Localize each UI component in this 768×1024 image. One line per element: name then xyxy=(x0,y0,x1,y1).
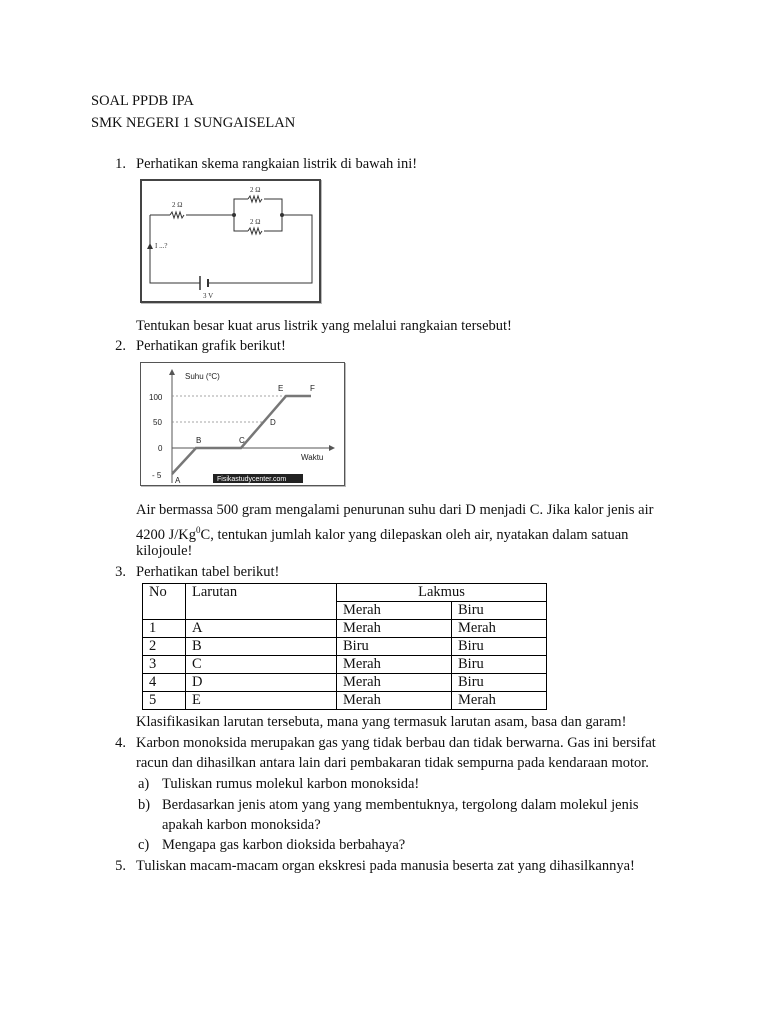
table-row: 1 A Merah Merah xyxy=(143,620,547,638)
q4-number: 4. xyxy=(115,735,126,751)
q4c-label: c) xyxy=(138,837,150,853)
th-biru: Biru xyxy=(452,602,547,620)
school-name: SMK NEGERI 1 SUNGAISELAN xyxy=(91,115,296,131)
q3-question: Klasifikasikan larutan tersebuta, mana yang termasuk larutan asam, basa dan garam! xyxy=(136,714,627,730)
point-D: D xyxy=(270,418,276,427)
q2-number: 2. xyxy=(115,338,126,354)
ytick-0: 0 xyxy=(158,444,163,453)
q5-number: 5. xyxy=(115,858,126,874)
doc-title: SOAL PPDB IPA xyxy=(91,93,194,109)
lakmus-table xyxy=(142,583,547,710)
th-lakmus: Lakmus xyxy=(337,584,547,602)
q1-text: Perhatikan skema rangkaian listrik di bawah ini! xyxy=(136,156,418,172)
label-r-series: 2 Ω xyxy=(172,201,183,209)
point-C: C xyxy=(239,436,245,445)
label-current: I ...? xyxy=(155,242,168,250)
q3-number: 3. xyxy=(115,564,126,580)
q5-text: Tuliskan macam-macam organ ekskresi pada manusia beserta zat yang dihasilkannya! xyxy=(136,858,635,874)
table-row: 2 B Biru Biru xyxy=(143,638,547,656)
q4b-text-l2: apakah karbon monoksida? xyxy=(162,817,321,833)
temperature-graph xyxy=(140,362,345,486)
point-E: E xyxy=(278,384,284,393)
th-no: No xyxy=(143,584,186,620)
table-row: 4 D Merah Biru xyxy=(143,674,547,692)
q4-text-l1: Karbon monoksida merupakan gas yang tidak berbau dan tidak berwarna. Gas ini bersifat xyxy=(136,735,656,751)
table-row: 3 C Merah Biru xyxy=(143,656,547,674)
q4b-label: b) xyxy=(138,797,151,813)
point-B: B xyxy=(196,436,202,445)
q4-text-l2: racun dan dihasilkan antara lain dari pembakaran tidak sempurna pada kendaraan motor. xyxy=(136,755,649,771)
q2-text-l2: 4200 J/Kg$^0$C, tentukan jumlah kalor yang dilepaskan oleh air, nyatakan dalam satuan xyxy=(136,525,629,543)
graph-svg xyxy=(141,363,344,485)
table-row: 5 E Merah Merah xyxy=(143,692,547,710)
ytick-50: 50 xyxy=(153,418,162,427)
circuit-svg xyxy=(142,181,319,301)
ytick-100: 100 xyxy=(149,393,163,402)
q1-question: Tentukan besar kuat arus listrik yang melalui rangkaian tersebut! xyxy=(136,318,512,334)
q2-text-l1: Air bermassa 500 gram mengalami penurunan suhu dari D menjadi C. Jika kalor jenis air xyxy=(136,502,654,518)
label-r-parallel-top: 2 Ω xyxy=(250,186,261,194)
graph-ylabel: Suhu ($^o$C) xyxy=(185,372,220,381)
graph-xlabel: Waktu xyxy=(301,453,324,462)
q1-number: 1. xyxy=(115,156,126,172)
q2-text: Perhatikan grafik berikut! xyxy=(136,338,286,354)
point-F: F xyxy=(310,384,315,393)
q2-text-l3: kilojoule! xyxy=(136,543,193,559)
label-voltage: 3 V xyxy=(203,292,214,300)
th-larutan: Larutan xyxy=(186,584,337,620)
circuit-diagram xyxy=(140,179,321,303)
point-A: A xyxy=(175,476,181,485)
ytick-minus5: - 5 xyxy=(152,471,162,480)
label-r-parallel-bottom: 2 Ω xyxy=(250,218,261,226)
th-merah: Merah xyxy=(337,602,452,620)
q4a-text: Tuliskan rumus molekul karbon monoksida! xyxy=(162,776,420,792)
q4b-text-l1: Berdasarkan jenis atom yang yang membentuknya, tergolong dalam molekul jenis xyxy=(162,797,639,813)
q4a-label: a) xyxy=(138,776,150,792)
graph-watermark: Fisikastudycenter.com xyxy=(217,476,287,483)
q3-text: Perhatikan tabel berikut! xyxy=(136,564,280,580)
q4c-text: Mengapa gas karbon dioksida berbahaya? xyxy=(162,837,406,853)
